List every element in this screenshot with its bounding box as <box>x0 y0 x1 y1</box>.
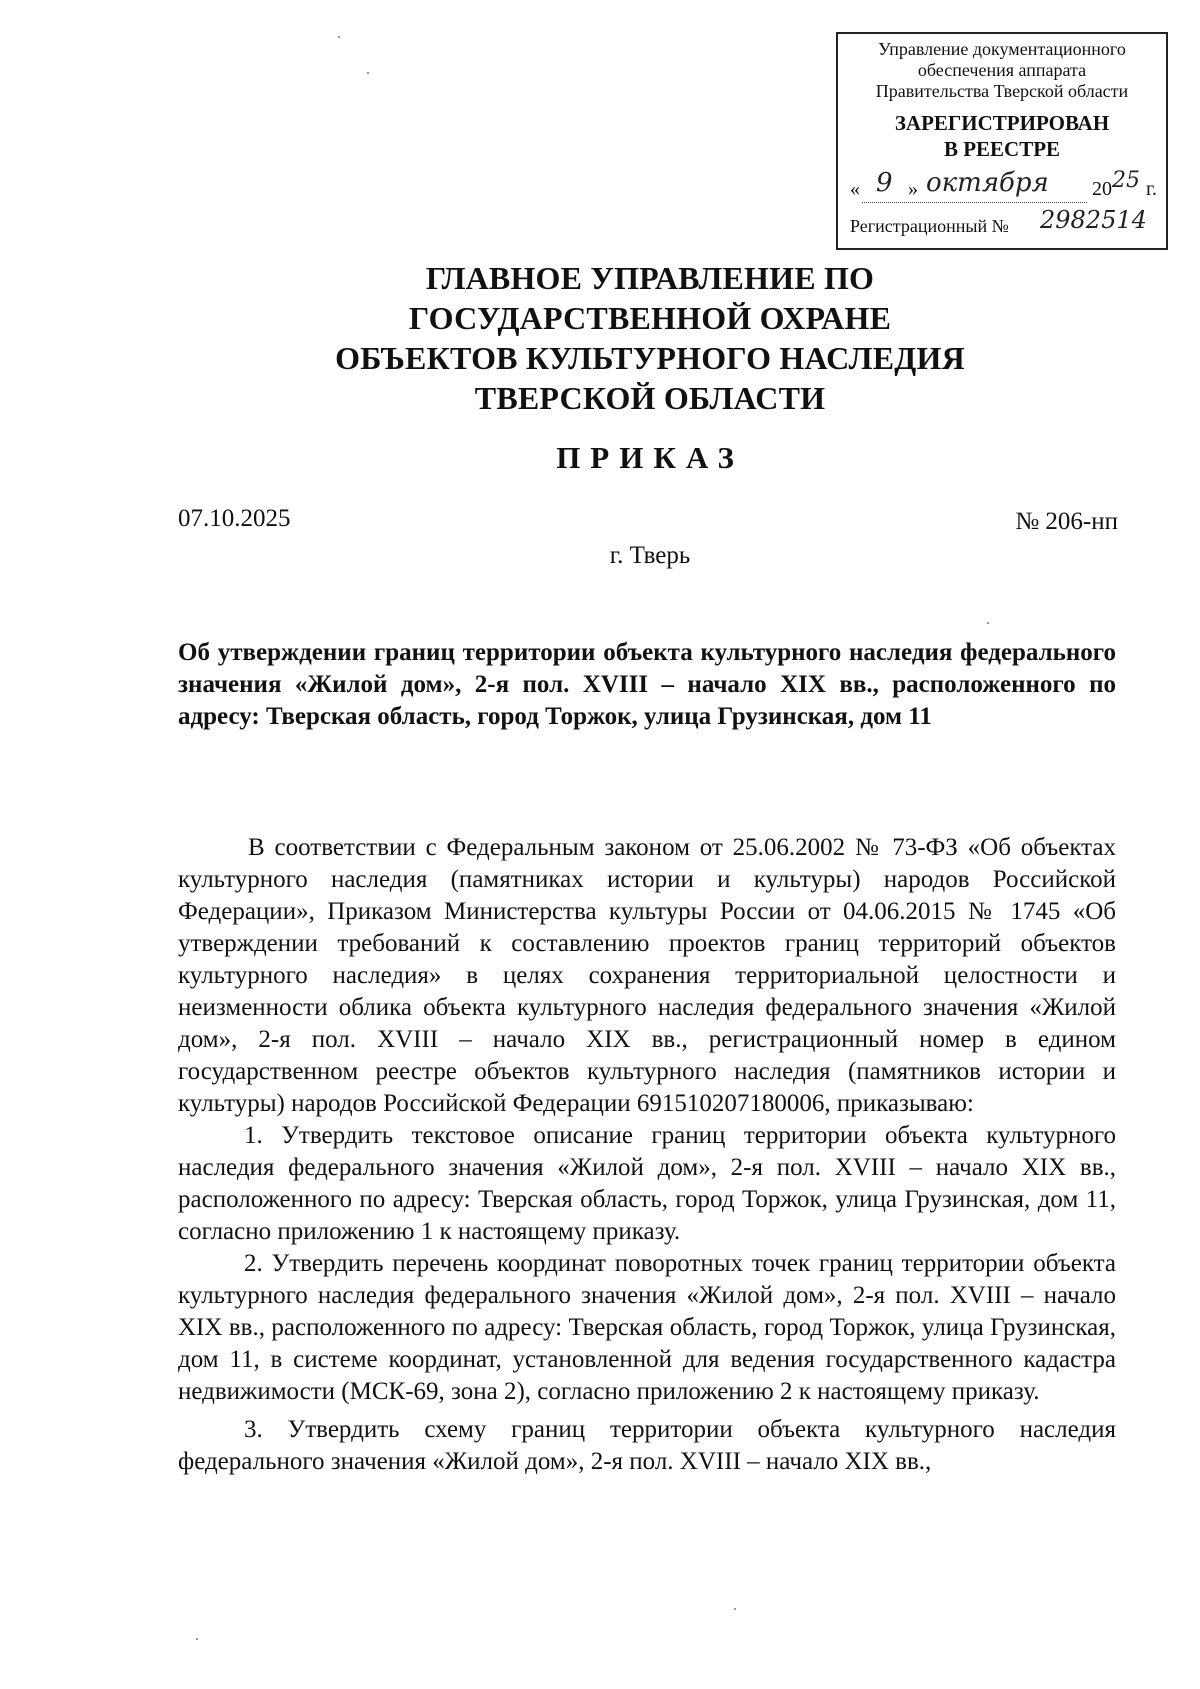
stamp-date-underline <box>862 202 1087 204</box>
stamp-date-year: 25 <box>1112 168 1140 193</box>
document-subject: Об утверждении границ территории объекта культурного наследия федерального значения «Жилой дом», 2-я пол. XVIII – начало XIX вв., расположенного по адресу: Тверская область, город Торжок, улица Грузинская, дом 11 <box>178 639 1116 730</box>
order-item-3: 3. Утвердить схему границ территории объекта культурного наследия федерального значения «Жилой дом», 2-я пол. XVIII – начало XIX вв., <box>178 1416 1116 1475</box>
stamp-registration-number <box>842 208 1162 238</box>
stamp-date-month: октября <box>926 168 1049 198</box>
stamp-date-quote: » <box>908 178 918 200</box>
order-item-1: 1. Утвердить текстовое описание границ территории объекта культурного наследия федерального значения «Жилой дом», 2-я пол. XVIII – начало XIX вв., расположенного по адресу: Тверская область, город Торжок, улица Грузинская, дом 11, согласно приложению 1 к настоящему приказу. <box>178 1122 1116 1245</box>
stamp-date-year-prefix: 20 <box>1092 178 1112 200</box>
scan-speck <box>734 1608 736 1610</box>
authority-line: ГОСУДАРСТВЕННОЙ ОХРАНЕ <box>408 300 892 336</box>
order-item-2: 2. Утвердить перечень координат поворотных точек границ территории объекта культурного наследия федерального значения «Жилой дом», 2-я пол. XVIII – начало XIX вв., расположенного по адресу: Тверская область, город Торжок, улица Грузинская, дом 11, в системе координат, установленной для ведения государственного кадастра недвижимости (МСК-69, зона 2), согласно приложению 2 к настоящему приказу. <box>178 1250 1116 1405</box>
stamp-status-line: В РЕЕСТРЕ <box>943 137 1061 161</box>
stamp-org-line: Управление документационного <box>878 39 1126 59</box>
authority-line: ОБЪЕКТОВ КУЛЬТУРНОГО НАСЛЕДИЯ <box>335 340 965 376</box>
registration-stamp <box>836 32 1168 250</box>
stamp-reg-number: 2982514 <box>1040 206 1147 234</box>
stamp-org-line: обеспечения аппарата <box>917 60 1087 80</box>
stamp-date <box>842 168 1162 206</box>
stamp-date-year-suffix: г. <box>1146 178 1157 200</box>
document-number: № 206-нп <box>1015 508 1118 535</box>
stamp-reg-label: Регистрационный № <box>850 216 1009 236</box>
issuing-authority <box>200 258 1100 418</box>
document-body <box>178 832 1116 1478</box>
authority-line: ГЛАВНОЕ УПРАВЛЕНИЕ ПО <box>425 260 875 296</box>
preamble-paragraph: В соответствии с Федеральным законом от 25.06.2002 № 73-ФЗ «Об объектах культурного наследия (памятниках истории и культуры) народов Российской Федерации», Приказом Министерства культуры России от 04.06.2015 № 1745 «Об утверждении требований к составлению проектов границ территорий объектов культурного наследия» в целях сохранения территориальной целостности и неизменности облика объекта культурного наследия федерального значения «Жилой дом», 2-я пол. XVIII – начало XIX вв., регистрационный номер в едином государственном реестре объектов культурного наследия (памятников истории и культуры) народов Российской Федерации 691510207180006, приказываю: <box>178 834 1116 1117</box>
scan-speck <box>987 622 989 624</box>
authority-line: ТВЕРСКОЙ ОБЛАСТИ <box>474 380 826 416</box>
scan-speck <box>338 36 340 38</box>
document-type: ПРИКАЗ <box>556 440 744 475</box>
stamp-date-quote: « <box>850 178 860 200</box>
stamp-status-line: ЗАРЕГИСТРИРОВАН <box>894 111 1110 135</box>
scan-speck <box>367 72 369 74</box>
document-city: г. Тверь <box>609 542 691 569</box>
stamp-org-line: Правительства Тверской области <box>875 81 1129 101</box>
scan-speck <box>196 1638 198 1640</box>
stamp-date-day: 9 <box>876 168 893 198</box>
document-date: 07.10.2025 <box>178 505 291 532</box>
